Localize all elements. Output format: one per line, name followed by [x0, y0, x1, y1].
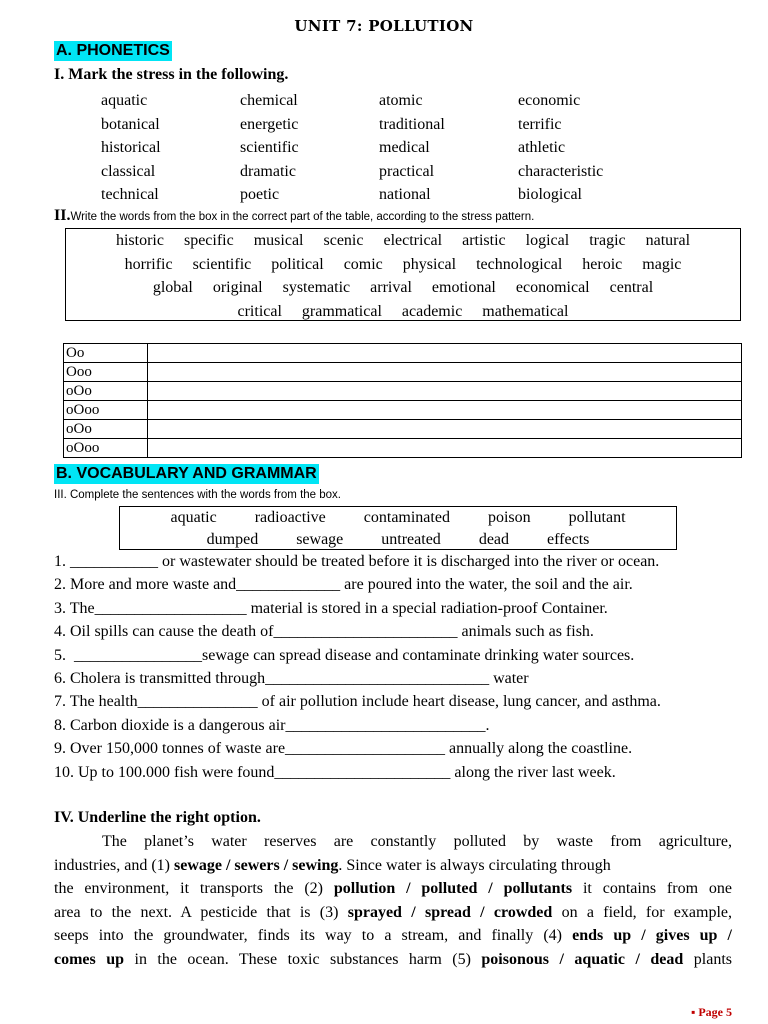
q2-box-word: horrific [124, 255, 173, 273]
q3-instruction: III. Complete the sentences with the words from the box. [54, 489, 342, 501]
q4-text: seeps into the groundwater, finds its way to a stream, and finally (4) [54, 927, 573, 944]
q4-text: it contains from one [572, 880, 733, 897]
q4-text: in the ocean. These toxic substances harm (5) [124, 950, 482, 968]
q1-word-row [101, 183, 657, 207]
q1-word-row [101, 113, 657, 137]
q2-box-line [66, 253, 740, 277]
q3-sentence: 10. Up to 100.000 fish were found______________________ along the river last week. [54, 763, 616, 781]
q4-text: . Since water is always circulating through [338, 856, 611, 874]
q3-sentence: 4. Oil spills can cause the death of_______________________ animals such as fish. [54, 623, 594, 641]
q2-box-word: political [271, 255, 324, 273]
stress-answer-cell[interactable] [148, 382, 742, 401]
q4-line [54, 877, 732, 901]
stress-pattern-label: oOo [64, 420, 148, 439]
q4-text: on a field, for example, [552, 903, 732, 921]
stress-answer-cell[interactable] [148, 401, 742, 420]
stress-pattern-label: oOoo [64, 439, 148, 458]
q2-text: Write the words from the box in the correct part of the table, according to the stress pattern. [70, 211, 535, 223]
stress-answer-cell[interactable] [148, 420, 742, 439]
stress-pattern-label: oOo [64, 382, 148, 401]
q1-word: poetic [240, 186, 280, 203]
q4-heading: IV. Underline the right option. [54, 809, 261, 826]
q2-box-word: logical [525, 232, 570, 249]
q4-option-choices[interactable]: comes up [54, 950, 125, 968]
q1-word: atomic [379, 92, 423, 109]
q1-word: historical [101, 139, 161, 156]
q3-box-word: dead [478, 530, 510, 548]
q1-word: aquatic [101, 92, 148, 109]
q1-word: chemical [240, 92, 298, 109]
q2-box-word: grammatical [301, 302, 382, 320]
stress-table-row [64, 420, 742, 439]
q4-option-choices[interactable]: pollution / polluted / pollutants [333, 880, 573, 897]
footer-bullet-icon: ▪ [691, 1005, 696, 1019]
q3-box-word: poison [487, 509, 531, 526]
q1-word: economic [518, 92, 581, 109]
q2-box-word: scenic [323, 232, 364, 249]
q2-box-word: systematic [282, 279, 351, 296]
q1-word: national [379, 186, 431, 203]
q4-text: The planet’s water reserves are constantly polluted by waste from agriculture, [102, 833, 732, 850]
q4-option-choices[interactable]: ends up / gives up / [572, 927, 732, 944]
q2-box-word: critical [237, 302, 282, 320]
q3-sentence: 7. The health_______________ of air pollution include heart disease, lung cancer, and asthma. [54, 693, 661, 711]
q3-sentence: 6. Cholera is transmitted through____________________________ water [54, 670, 529, 687]
q2-box-word: central [609, 279, 654, 296]
q1-word: athletic [518, 139, 566, 156]
q2-box-word: electrical [383, 232, 443, 249]
q2-box-word: magic [642, 255, 682, 273]
q4-option-choices[interactable]: sewage / sewers / sewing [173, 856, 339, 874]
q1-word-row [101, 136, 657, 160]
q2-box-word: arrival [370, 279, 412, 296]
q3-box-word: untreated [381, 530, 441, 548]
q2-number: II. [54, 207, 71, 224]
q2-word-box [65, 228, 741, 321]
q2-box-word: specific [183, 232, 234, 249]
page-footer [691, 1005, 732, 1020]
stress-pattern-label: oOoo [64, 401, 148, 420]
q1-word: medical [379, 139, 430, 156]
q1-heading: I. Mark the stress in the following. [54, 66, 289, 83]
q1-word: technical [101, 186, 159, 203]
section-b-heading: B. VOCABULARY AND GRAMMAR [56, 465, 317, 482]
q3-sentence: 2. More and more waste and_____________ are poured into the water, the soil and the air. [54, 576, 633, 594]
page-title: UNIT 7: POLLUTION [294, 17, 474, 35]
q2-box-word: natural [645, 232, 691, 249]
q4-option-choices[interactable]: sprayed / spread / crowded [347, 903, 553, 921]
q3-sentence: 5. ________________sewage can spread disease and contaminate drinking water sources. [54, 646, 635, 664]
q2-box-word: global [152, 279, 193, 296]
q4-text: area to the next. A pesticide that is (3) [54, 903, 348, 921]
q2-box-word: tragic [589, 232, 626, 249]
q2-box-word: technological [476, 255, 563, 273]
q2-box-word: emotional [431, 279, 496, 296]
q2-instruction [54, 208, 534, 225]
q2-box-word: original [212, 279, 263, 296]
q4-text: industries, and (1) [54, 856, 174, 874]
q2-box-line [66, 300, 740, 324]
q4-line [54, 948, 732, 972]
q3-word-box [119, 506, 677, 550]
page-number: Page 5 [698, 1005, 732, 1019]
stress-answer-cell[interactable] [148, 344, 742, 363]
q2-box-word: mathematical [482, 302, 569, 320]
q4-option-choices[interactable]: poisonous / aquatic / dead [481, 950, 684, 968]
q4-line [54, 901, 732, 925]
q3-box-line [120, 529, 676, 551]
stress-pattern-label: Ooo [64, 363, 148, 382]
q4-paragraph [54, 830, 732, 971]
q1-word: classical [101, 162, 156, 180]
stress-table-row [64, 439, 742, 458]
q2-box-word: musical [253, 232, 304, 249]
q3-sentence: 3. The___________________ material is stored in a special radiation-proof Container. [54, 599, 608, 617]
q1-word: characteristic [518, 162, 604, 180]
q2-box-word: scientific [192, 255, 252, 273]
stress-answer-cell[interactable] [148, 439, 742, 458]
q1-word: botanical [101, 115, 160, 133]
q1-word-row [101, 160, 657, 184]
q1-word-grid [101, 89, 657, 207]
q3-box-word: sewage [296, 530, 344, 548]
q3-box-word: pollutant [568, 509, 626, 526]
q1-word: scientific [240, 139, 299, 156]
q2-box-word: historic [115, 232, 164, 249]
stress-pattern-label: Oo [64, 344, 148, 363]
stress-table-row [64, 382, 742, 401]
q4-line [54, 854, 732, 878]
q2-box-word: comic [343, 255, 383, 273]
q4-line [54, 924, 732, 948]
q1-word: terrific [518, 115, 562, 133]
q1-word: dramatic [240, 162, 296, 180]
q4-line [54, 830, 732, 854]
q3-box-line [120, 507, 676, 529]
q3-sentence: 9. Over 150,000 tonnes of waste are____________________ annually along the coastline. [54, 740, 633, 758]
q2-box-line [66, 229, 740, 253]
stress-table-row [64, 363, 742, 382]
stress-answer-cell[interactable] [148, 363, 742, 382]
q4-text: the environment, it transports the (2) [54, 880, 334, 897]
stress-table-row [64, 344, 742, 363]
section-a-heading: A. PHONETICS [56, 42, 170, 59]
q3-sentence: 1. ___________ or wastewater should be treated before it is discharged into the river or ocean. [54, 553, 660, 570]
q1-word: energetic [240, 115, 299, 133]
q3-box-word: effects [547, 530, 590, 548]
stress-pattern-table [63, 343, 742, 458]
q2-box-word: heroic [582, 255, 623, 273]
q3-sentence: 8. Carbon dioxide is a dangerous air_________________________. [54, 716, 490, 734]
q1-word: biological [518, 186, 582, 203]
q3-box-word: aquatic [170, 509, 217, 526]
q2-box-word: economical [515, 279, 590, 296]
q2-box-word: academic [401, 302, 463, 320]
q1-word-row [101, 89, 657, 113]
q2-box-line [66, 276, 740, 300]
q3-box-word: dumped [206, 530, 259, 548]
q4-text: plants [683, 950, 732, 968]
q1-word: traditional [379, 115, 445, 133]
q1-word: practical [379, 162, 435, 180]
stress-table-row [64, 401, 742, 420]
q2-box-word: physical [402, 255, 457, 273]
q2-box-word: artistic [462, 232, 506, 249]
q3-box-word: contaminated [363, 509, 450, 526]
q3-box-word: radioactive [254, 509, 326, 526]
